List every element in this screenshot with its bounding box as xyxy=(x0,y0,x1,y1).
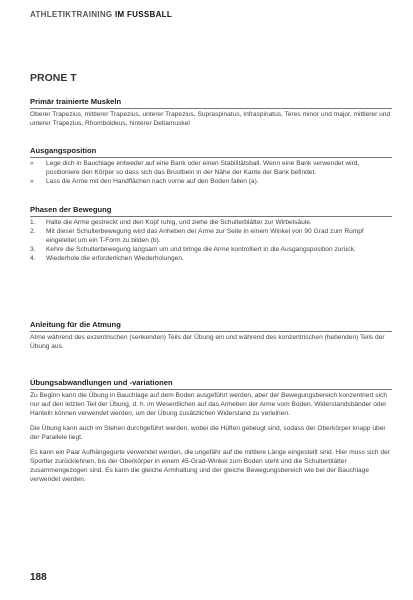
running-head-part2: IM FUSSBALL xyxy=(114,10,173,19)
bullet-arrow-icon: » xyxy=(30,160,34,167)
list-item: 2. Mit dieser Schulterbewegung wird das Anheben der Arme zur Seite in einem Winkel von 90 Grad zum Rumpf eingeleitet um ein T-Form zu bilden (b). xyxy=(30,228,364,244)
section-rule xyxy=(30,389,392,390)
breathing-text: Atme während des exzentrischen (senkenden) Teils der Übung ein und während des konzentrischen (hebenden) Teils der Übung aus. xyxy=(30,334,385,350)
section-start-position xyxy=(30,146,392,186)
section-rule xyxy=(30,331,392,332)
list-item: 4. Wiederhole die erforderlichen Wiederholungen. xyxy=(30,255,184,262)
section-muscles xyxy=(30,97,392,128)
section-title-breathing: Anleitung für die Atmung xyxy=(30,320,121,329)
list-item: 1. Halte die Arme gestreckt und den Kopf ruhig, und ziehe die Schulterblätter zur Wirbelsäule. xyxy=(30,219,312,226)
bullet-arrow-icon: » xyxy=(30,178,34,185)
muscles-text: Oberer Trapezius, mittlerer Trapezius, unterer Trapezius, Supraspinatus, Infraspinatus, Teres minor und major, mittlerer und unterer Trapezius, Rhomboideus, hinterer Deltamuskel xyxy=(30,111,391,127)
list-item: » Lass die Arme mit den Handflächen nach vorne auf den Boden fallen (a). xyxy=(30,178,259,185)
section-variations xyxy=(30,378,392,490)
section-rule xyxy=(30,108,392,109)
section-title-muscles: Primär trainierte Muskeln xyxy=(30,97,122,106)
section-rule xyxy=(30,157,392,158)
variations-paragraph: Die Übung kann auch im Stehen durchgeführt werden, wobei die Hüften gebeugt sind, sodass der Oberkörper knapp über der Parallele liegt. xyxy=(30,425,386,441)
section-phases xyxy=(30,205,392,263)
variations-paragraph: Zu Beginn kann die Übung in Bauchlage auf dem Boden ausgeführt werden, aber der Bewegungsbereich konzentriert sich nur auf den letzten Teil der Übung, d. h. im Wesentlichen auf das Anheben der Arme vom Boden. Widerstandsbänder oder Hanteln können verwendet werden, um der Übung zusätzlichen Widerstand zu verleihen. xyxy=(30,392,388,417)
section-breathing xyxy=(30,320,392,351)
list-item: 3. Kehre die Schulterbewegung langsam um und bringe die Arme kontrolliert in die Ausgangsposition zurück. xyxy=(30,246,356,253)
section-title-variations: Übungsabwandlungen und -variationen xyxy=(30,378,173,387)
section-rule xyxy=(30,216,392,217)
exercise-title: PRONE T xyxy=(30,72,77,84)
section-title-phases: Phasen der Bewegung xyxy=(30,205,112,214)
start-list xyxy=(30,159,392,186)
phases-list xyxy=(30,218,392,263)
page-number: 188 xyxy=(30,572,47,583)
running-head-part1: ATHLETIKTRAINING xyxy=(30,10,113,19)
list-item: » Lege dich in Bauchlage entweder auf eine Bank oder einen Stabilitätsball. Wenn eine Bank verwendet wird, positioniere den Körper so dass sich das Brustbein in der Nähe der Kante der Bank befindet. xyxy=(30,160,360,176)
variations-paragraph: Es kann ein Paar Aufhängegurte verwendet werden, die ungefähr auf die mittlere Länge eingestellt sind. Hier muss sich der Sportler zurücklehnen, bis der Oberkörper in einem 45-Grad-Winkel zum Boden steht und die Schulterblätter zusammengezogen sind. Es kann die gleiche Armhaltung und der gleiche Bewegungsbereich wie bei der Bauchlage verwendet werden. xyxy=(30,449,390,483)
section-title-start: Ausgangsposition xyxy=(30,146,97,155)
running-head xyxy=(30,10,172,19)
